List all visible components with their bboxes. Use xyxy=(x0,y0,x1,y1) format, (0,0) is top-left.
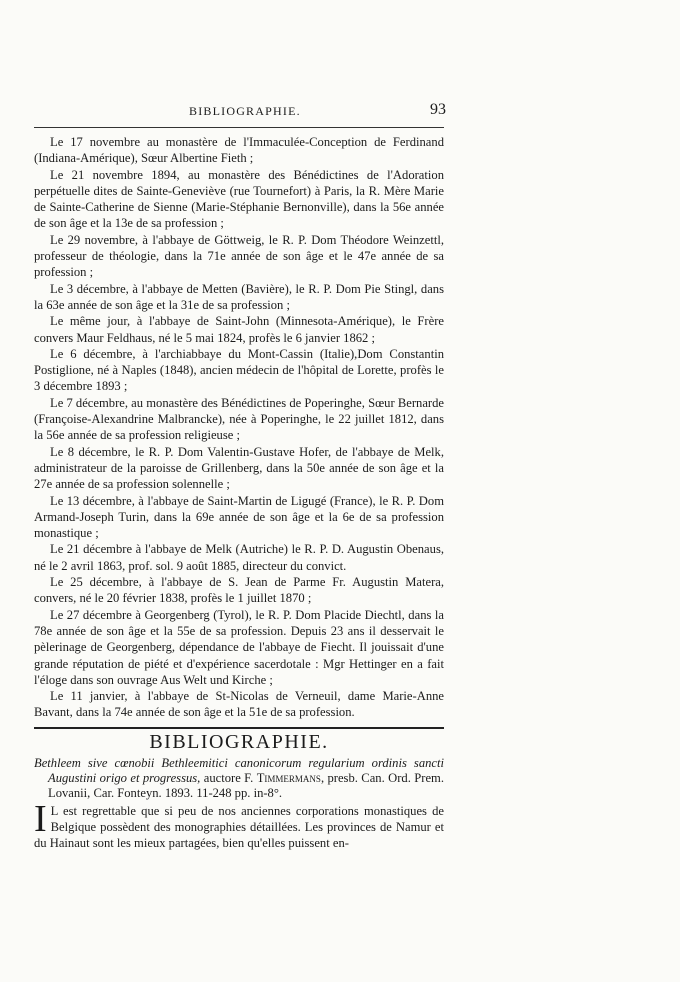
necrology-entry: Le même jour, à l'abbaye de Saint-John (Minnesota-Amérique), le Frère convers Maur Feldhaus, né le 5 mai 1824, profès le 6 janvier 1862 ; xyxy=(34,314,444,345)
citation-author: Timmermans xyxy=(256,770,321,785)
header-rule xyxy=(34,127,444,128)
necrology-entry: Le 17 novembre au monastère de l'Immaculée-Conception de Ferdinand (Indiana-Amérique), Sœur Albertine Fieth ; xyxy=(34,135,444,166)
necrology-entry: Le 11 janvier, à l'abbaye de St-Nicolas de Verneuil, dame Marie-Anne Bavant, dans la 74e année de son âge et la 51e de sa profession. xyxy=(34,689,444,720)
page-number: 93 xyxy=(430,101,446,118)
necrology-entry: Le 3 décembre, à l'abbaye de Metten (Bavière), le R. P. Dom Pie Stingl, dans la 63e année de son âge et la 31e de sa profession ; xyxy=(34,281,444,312)
necrology-entry: Le 21 décembre à l'abbaye de Melk (Autriche) le R. P. D. Augustin Obenaus, né le 2 avril 1863, prof. sol. 9 août 1885, directeur du convict. xyxy=(34,542,444,573)
necrology-entry: Le 7 décembre, au monastère des Bénédictines de Poperinghe, Sœur Bernarde (Françoise-Alexandrine Malbrancke), née à Poperinghe, le 22 juillet 1812, dans la 56e année de sa profession religieuse ; xyxy=(34,395,444,443)
drop-cap: I xyxy=(34,797,47,840)
running-title: BIBLIOGRAPHIE. xyxy=(189,104,301,118)
citation-author-prefix: auctore F. xyxy=(200,770,257,785)
section-title: BIBLIOGRAPHIE. xyxy=(149,730,329,753)
review-paragraph xyxy=(34,797,444,852)
running-head xyxy=(34,101,446,124)
necrology-list xyxy=(34,134,444,721)
book-page xyxy=(34,101,446,852)
necrology-entry: Le 8 décembre, le R. P. Dom Valentin-Gustave Hofer, de l'abbaye de Melk, administrateur de la paroisse de Grillenberg, dans la 50e année de son âge et la 27e année de sa profession solennelle ; xyxy=(34,444,444,492)
review-text: L est regrettable que si peu de nos anciennes corporations monastiques de Belgique possèdent des monographies détaillées. Les provinces de Namur et du Hainaut sont les mieux partagées, bien qu'elles puissent en- xyxy=(34,803,444,851)
necrology-entry: Le 21 novembre 1894, au monastère des Bénédictines de l'Adoration perpétuelle dites de Sainte-Geneviève (rue Tournefort) à Paris, la R. Mère Marie de Sainte-Catherine de Sienne (Marie-Stéphanie Bernonville), dans la 56e année de son âge et la 13e de sa profession ; xyxy=(34,167,444,231)
necrology-entry: Le 13 décembre, à l'abbaye de Saint-Martin de Ligugé (France), le R. P. Dom Armand-Joseph Turin, dans la 69e année de son âge et la 6e de sa profession monastique ; xyxy=(34,493,444,541)
citation-title: Bethleem sive cœnobii Bethleemitici canonicorum regularium ordinis sancti Augustini origo et progressus, xyxy=(34,755,444,785)
necrology-entry: Le 27 décembre à Georgenberg (Tyrol), le R. P. Dom Placide Diechtl, dans la 78e année de son âge et la 55e de sa profession. Depuis 23 ans il desservait le pèlerinage de Georgenberg, dépendance de l'abbaye de Fiecht. Il jouissait d'une grande réputation de piété et d'expérience sacerdotale : Mgr Hettinger en a fait l'éloge dans son ouvrage Aus Welt und Kirche ; xyxy=(34,607,444,687)
necrology-entry: Le 25 décembre, à l'abbaye de S. Jean de Parme Fr. Augustin Matera, convers, né le 20 février 1838, profès le 1 juillet 1870 ; xyxy=(34,575,444,606)
section-rule xyxy=(34,727,444,729)
book-citation xyxy=(34,756,444,801)
necrology-entry: Le 29 novembre, à l'abbaye de Göttweig, le R. P. Dom Théodore Weinzettl, professeur de théologie, dans la 71e année de son âge et le 47e année de sa profession ; xyxy=(34,232,444,280)
citation-details: , presb. Can. Ord. Prem. Lovanii, Car. Fonteyn. 1893. 11-248 pp. in-8°. xyxy=(48,770,444,800)
necrology-entry: Le 6 décembre, à l'archiabbaye du Mont-Cassin (Italie),Dom Constantin Postiglione, né à Naples (1848), ancien médecin de l'hôpital de Lorette, profès le 3 décembre 1893 ; xyxy=(34,346,444,394)
